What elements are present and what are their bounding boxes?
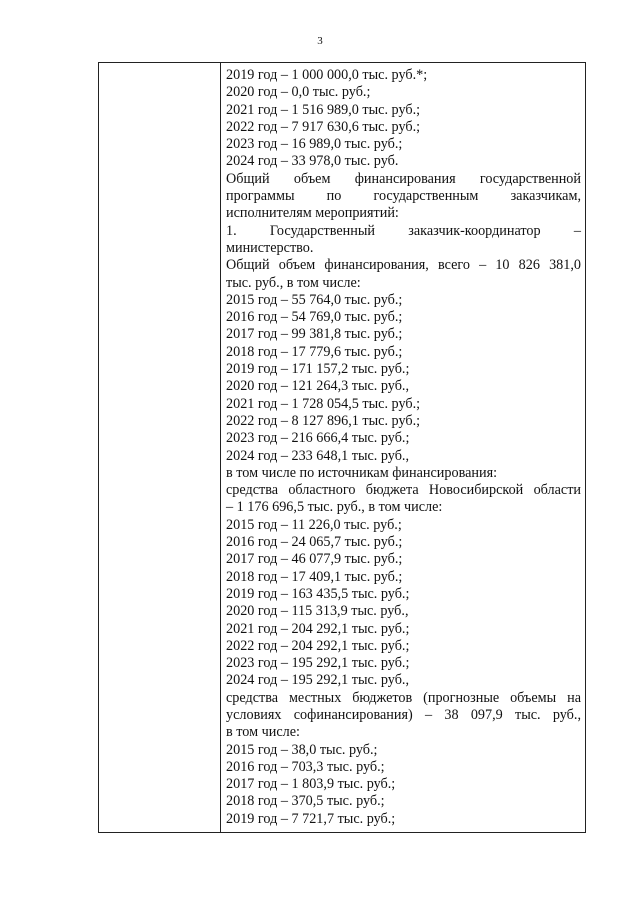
text-line: Общий объем финансирования государственной — [226, 170, 581, 187]
text-line: средства областного бюджета Новосибирской области — [226, 482, 581, 499]
text-line: исполнителям мероприятий: — [226, 205, 399, 222]
text-line: 2021 год – 1 516 989,0 тыс. руб.; — [226, 101, 421, 118]
text-line: 2020 год – 121 264,3 тыс. руб., — [226, 378, 410, 395]
text-line: программы по государственным заказчикам, — [226, 188, 581, 205]
text-line: 2016 год – 54 769,0 тыс. руб.; — [226, 309, 403, 326]
text-line: 2021 год – 1 728 054,5 тыс. руб.; — [226, 395, 421, 412]
text-line: условиях софинансирования) – 38 097,9 тыс. руб., — [226, 706, 581, 723]
text-line: 2024 год – 33 978,0 тыс. руб. — [226, 153, 399, 170]
text-line: 2019 год – 171 157,2 тыс. руб.; — [226, 361, 410, 378]
text-line: 2018 год – 17 409,1 тыс. руб.; — [226, 568, 403, 585]
text-line: 2019 год – 1 000 000,0 тыс. руб.*; — [226, 67, 428, 83]
text-line: тыс. руб., в том числе: — [226, 274, 361, 291]
text-line: 2018 год – 370,5 тыс. руб.; — [226, 793, 385, 810]
text-line: 2017 год – 1 803,9 тыс. руб.; — [226, 776, 396, 793]
text-line: 2022 год – 8 127 896,1 тыс. руб.; — [226, 412, 421, 429]
text-line: 2023 год – 195 292,1 тыс. руб.; — [226, 655, 410, 672]
text-line: 2022 год – 204 292,1 тыс. руб.; — [226, 637, 410, 654]
text-line: 2021 год – 204 292,1 тыс. руб.; — [226, 620, 410, 637]
financing-table — [98, 62, 586, 833]
text-line: в том числе по источникам финансирования: — [226, 464, 498, 481]
text-line: – 1 176 696,5 тыс. руб., в том числе: — [226, 499, 443, 516]
page-number: 3 — [317, 35, 323, 47]
text-line: средства местных бюджетов (прогнозные объемы на — [226, 689, 581, 706]
text-line: 2015 год – 55 764,0 тыс. руб.; — [226, 291, 403, 308]
text-line: в том числе: — [226, 724, 300, 741]
text-line: 2018 год – 17 779,6 тыс. руб.; — [226, 343, 403, 360]
text-line: 2024 год – 195 292,1 тыс. руб., — [226, 672, 410, 689]
table-right-column — [221, 63, 585, 832]
text-line: 1. Государственный заказчик-координатор – — [226, 222, 581, 239]
text-line: 2019 год – 7 721,7 тыс. руб.; — [226, 810, 396, 827]
text-line: 2020 год – 115 313,9 тыс. руб., — [226, 603, 409, 620]
text-line: 2020 год – 0,0 тыс. руб.; — [226, 84, 371, 101]
text-line: 2024 год – 233 648,1 тыс. руб., — [226, 447, 410, 464]
text-line: 2016 год – 24 065,7 тыс. руб.; — [226, 534, 403, 551]
table-left-column — [99, 63, 221, 832]
text-line: 2015 год – 38,0 тыс. руб.; — [226, 741, 378, 758]
text-line: 2016 год – 703,3 тыс. руб.; — [226, 758, 385, 775]
text-line: 2023 год – 16 989,0 тыс. руб.; — [226, 136, 403, 153]
text-line: 2022 год – 7 917 630,6 тыс. руб.; — [226, 118, 421, 135]
text-line: 2017 год – 99 381,8 тыс. руб.; — [226, 326, 403, 343]
text-line: 2015 год – 11 226,0 тыс. руб.; — [226, 516, 402, 533]
text-line: министерство. — [226, 239, 314, 256]
text-line: Общий объем финансирования, всего – 10 826 381,0 — [226, 257, 581, 274]
text-line: 2023 год – 216 666,4 тыс. руб.; — [226, 430, 410, 447]
text-line: 2019 год – 163 435,5 тыс. руб.; — [226, 585, 410, 602]
text-line: 2017 год – 46 077,9 тыс. руб.; — [226, 551, 403, 568]
